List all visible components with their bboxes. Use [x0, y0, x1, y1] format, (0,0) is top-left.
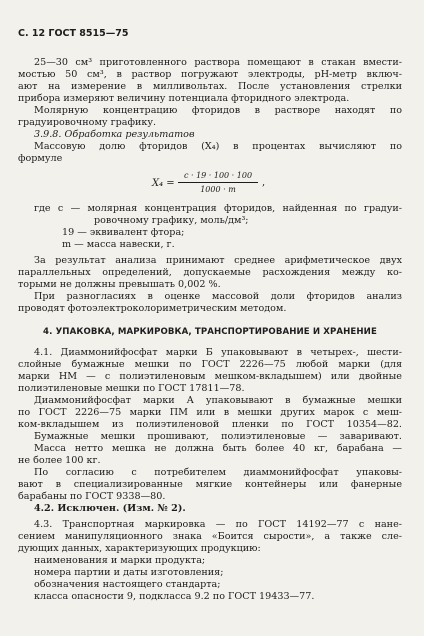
text-line: градуировочному графику. — [18, 117, 157, 128]
text-line: ают на измерение в милливольтах. После установления стрелки — [18, 81, 402, 92]
text-line: параллельных определений, допускаемые расхождения между ко- — [18, 267, 402, 278]
text-line: 4.1. Диаммонийфосфат марки Б упаковывают в четырех-, шести- — [34, 347, 402, 358]
text-line: где c — молярная концентрация фторидов, найденная по градуи- — [34, 203, 402, 214]
text-line: m — масса навески, г. — [62, 239, 175, 250]
formula-lhs: X₄ = — [152, 178, 175, 189]
formula-numerator: c · 19 · 100 · 100 — [183, 171, 253, 180]
text-line: 4.3. Транспортная маркировка — по ГОСТ 14192—77 с нане- — [34, 519, 402, 530]
text-line: 25—30 см³ приготовленного раствора помещают в стакан вмести- — [34, 57, 402, 68]
text-line: проводят фотоэлектроколориметрическим методом. — [18, 303, 287, 314]
text-line: Бумажные мешки прошивают, полиэтиленовые — заваривают. — [34, 431, 402, 442]
text-line: марки НМ — с полиэтиленовым мешком-вкладышем) или двойные — [18, 371, 402, 382]
text-line: по ГОСТ 2226—75 марки ПМ или в мешки других марок с меш- — [18, 407, 402, 418]
text-line: ровочному графику, моль/дм³; — [94, 215, 249, 226]
list-item: класса опасности 9, подкласса 9.2 по ГОСТ 19433—77. — [34, 591, 315, 602]
formula — [152, 171, 312, 201]
text-line: 4.2. Исключен. (Изм. № 2). — [34, 503, 186, 514]
text-line: полиэтиленовые мешки по ГОСТ 17811—78. — [18, 383, 245, 394]
text-line: При разногласиях в оценке массовой доли фторидов анализ — [34, 291, 402, 302]
text-line: Диаммонийфосфат марки А упаковывают в бумажные мешки — [34, 395, 402, 406]
text-line: барабаны по ГОСТ 9338—80. — [18, 491, 166, 502]
text-line: Массовую долю фторидов (X₄) в процентах вычисляют по — [34, 141, 402, 152]
list-item: обозначения настоящего стандарта; — [34, 579, 221, 590]
text-line: За результат анализа принимают среднее арифметическое двух — [34, 255, 402, 266]
text-line: дующих данных, характеризующих продукцию: — [18, 543, 261, 554]
text-line: не более 100 кг. — [18, 455, 101, 466]
formula-suffix: , — [262, 177, 266, 188]
section-title: 4. УПАКОВКА, МАРКИРОВКА, ТРАНСПОРТИРОВАНИЕ И ХРАНЕНИЕ — [43, 327, 377, 337]
text-line: Масса нетто мешка не должна быть более 40 кг, барабана — — [34, 443, 402, 454]
text-line: По согласию с потребителем диаммонийфосфат упаковы- — [34, 467, 402, 478]
page-header: С. 12 ГОСТ 8515—75 — [18, 28, 129, 39]
text-line: прибора измеряют величину потенциала фторидного электрода. — [18, 93, 350, 104]
text-line: формуле — [18, 153, 63, 164]
fraction-bar — [178, 182, 258, 183]
text-line: торыми не должны превышать 0,002 %. — [18, 279, 221, 290]
list-item: номера партии и даты изготовления; — [34, 567, 224, 578]
text-line: мостью 50 см³, в раствор погружают электроды, pH-метр включ- — [18, 69, 402, 80]
text-line: вают в специализированные мягкие контейнеры или фанерные — [18, 479, 402, 490]
text-line: Молярную концентрацию фторидов в растворе находят по — [34, 105, 402, 116]
subsection-heading: 3.9.8. Обработка результатов — [34, 129, 195, 140]
list-item: наименования и марки продукта; — [34, 555, 206, 566]
text-line: ком-вкладышем из полиэтиленовой пленки по ГОСТ 10354—82. — [18, 419, 402, 430]
text-line: 19 — эквивалент фтора; — [62, 227, 185, 238]
text-line: слойные бумажные мешки по ГОСТ 2226—75 любой марки (для — [18, 359, 402, 370]
formula-denominator: 1000 · m — [200, 185, 236, 194]
text-line: сением манипуляционного знака «Боится сырости», а также сле- — [18, 531, 402, 542]
